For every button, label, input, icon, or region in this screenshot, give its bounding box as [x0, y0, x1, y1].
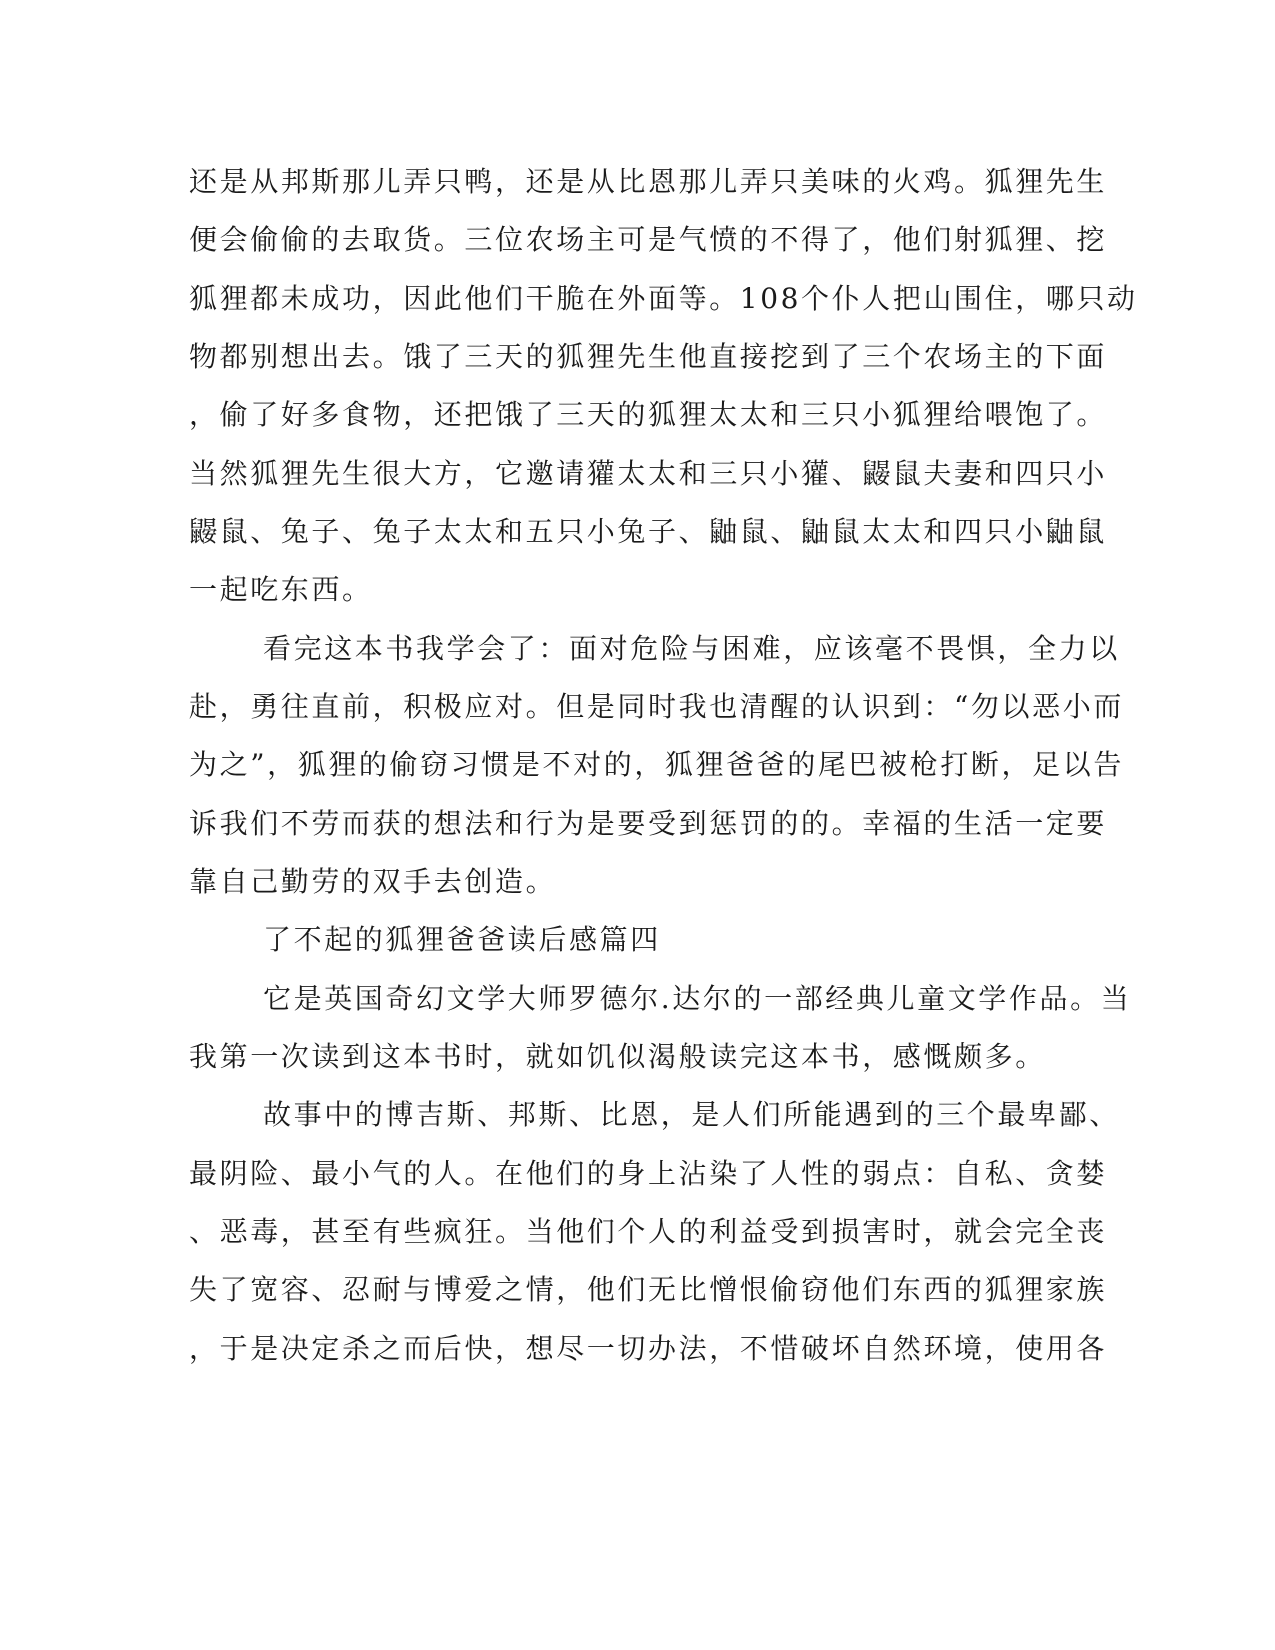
text-line: 最阴险、最小气的人。在他们的身上沾染了人性的弱点：自私、贪婪 — [189, 1157, 1108, 1190]
text-line: 物都别想出去。饿了三天的狐狸先生他直接挖到了三个农场主的下面 — [189, 340, 1108, 373]
text-line: 我第一次读到这本书时，就如饥似渴般读完这本书，感慨颇多。 — [189, 1040, 1046, 1073]
text-line: 便会偷偷的去取货。三位农场主可是气愤的不得了，他们射狐狸、挖 — [189, 223, 1108, 256]
text-line: 赴，勇往直前，积极应对。但是同时我也清醒的认识到：“勿以恶小而 — [189, 690, 1124, 723]
paragraph-start: 故事中的博吉斯、邦斯、比恩，是人们所能遇到的三个最卑鄙、 — [263, 1098, 1120, 1131]
paragraph-start: 看完这本书我学会了：面对危险与困难，应该毫不畏惧，全力以 — [263, 632, 1120, 665]
section-heading: 了不起的狐狸爸爸读后感篇四 — [263, 923, 661, 956]
text-line: 鼹鼠、兔子、兔子太太和五只小兔子、鼬鼠、鼬鼠太太和四只小鼬鼠 — [189, 515, 1108, 548]
text-line: 狐狸都未成功，因此他们干脆在外面等。108个仆人把山围住，哪只动 — [189, 282, 1138, 315]
text-line: 为之”，狐狸的偷窃习惯是不对的，狐狸爸爸的尾巴被枪打断，足以告 — [189, 748, 1124, 781]
text-line: ，偷了好多食物，还把饿了三天的狐狸太太和三只小狐狸给喂饱了。 — [189, 398, 1108, 431]
paragraph-start: 它是英国奇幻文学大师罗德尔.达尔的一部经典儿童文学作品。当 — [263, 982, 1132, 1015]
text-line: 还是从邦斯那儿弄只鸭，还是从比恩那儿弄只美味的火鸡。狐狸先生 — [189, 165, 1108, 198]
text-line: 失了宽容、忍耐与博爱之情，他们无比憎恨偷窃他们东西的狐狸家族 — [189, 1273, 1108, 1306]
text-line: 靠自己勤劳的双手去创造。 — [189, 865, 557, 898]
text-line: 当然狐狸先生很大方，它邀请獾太太和三只小獾、鼹鼠夫妻和四只小 — [189, 457, 1108, 490]
text-line: 诉我们不劳而获的想法和行为是要受到惩罚的的。幸福的生活一定要 — [189, 807, 1108, 840]
text-line: 、恶毒，甚至有些疯狂。当他们个人的利益受到损害时，就会完全丧 — [189, 1215, 1108, 1248]
text-line: ，于是决定杀之而后快，想尽一切办法，不惜破坏自然环境，使用各 — [189, 1332, 1108, 1365]
text-line: 一起吃东西。 — [189, 573, 373, 606]
